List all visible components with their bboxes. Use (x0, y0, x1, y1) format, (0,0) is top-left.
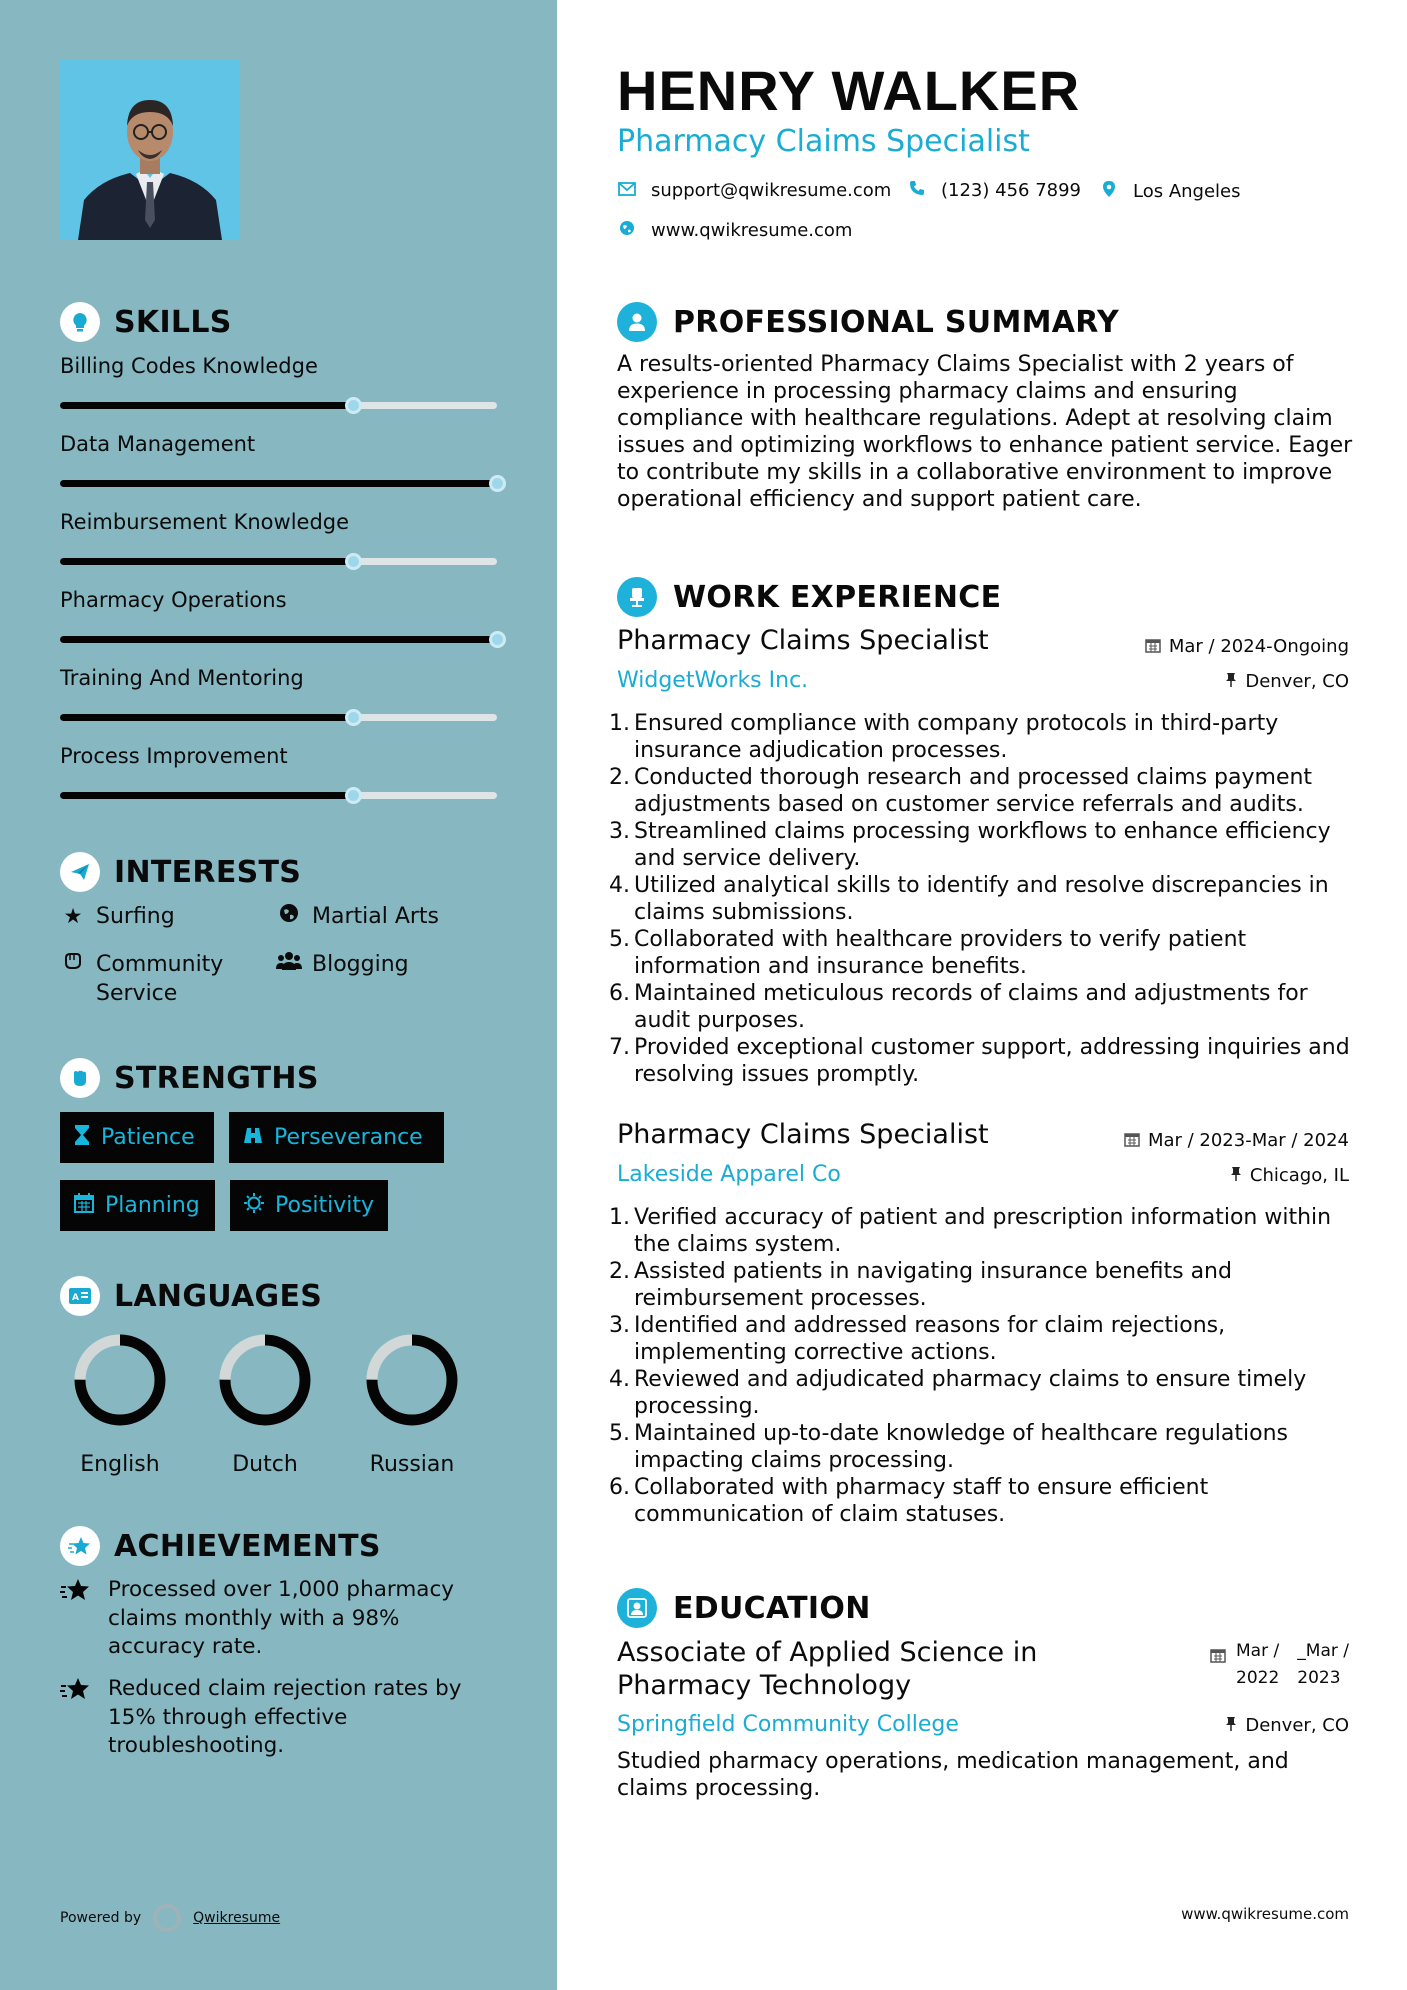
skills-heading-text: SKILLS (114, 304, 232, 340)
pin-icon (1225, 1716, 1237, 1736)
profile-photo (60, 60, 240, 240)
qwikresume-link[interactable]: Qwikresume (193, 1910, 281, 1926)
achievement-text: Reduced claim rejection rates by 15% through effective troubleshooting. (108, 1676, 462, 1758)
skill-level-knob (345, 787, 362, 804)
skill-item (60, 664, 500, 721)
svg-text:A: A (72, 1293, 79, 1303)
website-text: www.qwikresume.com (651, 220, 853, 241)
interests-heading-text: INTERESTS (114, 854, 302, 890)
job-duty-item: Maintained meticulous records of claims and adjustments for audit purposes. (634, 981, 1308, 1033)
phone-icon (907, 180, 927, 201)
candidate-title: Pharmacy Claims Specialist (617, 124, 1030, 159)
envelope-icon (617, 181, 637, 201)
strength-label: Patience (101, 1125, 195, 1150)
education-heading (617, 1588, 871, 1628)
chair-icon (617, 577, 657, 617)
language-name: English (80, 1452, 160, 1477)
hand-icon (60, 950, 86, 980)
languages-heading-text: LANGUAGES (114, 1278, 323, 1314)
skill-level-knob (345, 397, 362, 414)
interest-item-martial-arts (276, 902, 439, 932)
skill-item (60, 508, 500, 565)
job-duty-item: Reviewed and adjudicated pharmacy claims to ensure timely processing. (634, 1367, 1307, 1419)
paper-plane-icon (60, 852, 100, 892)
achievements-heading (60, 1526, 381, 1566)
interest-item-blogging (276, 950, 409, 980)
job-title: Pharmacy Claims Specialist (617, 625, 989, 656)
strength-badge-planning (60, 1180, 215, 1231)
education-heading-text: EDUCATION (673, 1590, 871, 1626)
job-date (1124, 1130, 1349, 1151)
location-text: Los Angeles (1133, 181, 1241, 202)
strength-badge-perseverance (229, 1112, 444, 1163)
skill-item (60, 352, 500, 409)
binoculars-icon (242, 1125, 264, 1150)
pin-icon (1225, 672, 1237, 692)
contact-location (1099, 180, 1241, 203)
education-date-end-month: _Mar / (1297, 1641, 1349, 1661)
education-location-text: Denver, CO (1245, 1715, 1349, 1736)
main-content (557, 0, 1407, 1990)
calendar-icon (1145, 637, 1161, 657)
education-date-start (1236, 1638, 1279, 1692)
interest-item-surfing (60, 902, 175, 931)
language-name: Dutch (232, 1452, 298, 1477)
skill-name: Reimbursement Knowledge (60, 510, 350, 534)
skill-level-bar (60, 636, 497, 643)
skill-level-fill (60, 792, 353, 799)
footer-website[interactable]: www.qwikresume.com (1181, 1905, 1349, 1923)
education-date-end-year: 2023 (1297, 1668, 1341, 1688)
job-duty-item: Provided exceptional customer support, addressing inquiries and resolving issues promptly. (634, 1035, 1350, 1087)
hourglass-icon (73, 1124, 91, 1151)
experience-heading (617, 577, 1001, 617)
language-level-ring (217, 1332, 313, 1428)
contact-email[interactable] (617, 180, 891, 201)
job-duty-item: Collaborated with pharmacy staff to ensure efficient communication of claim statuses. (634, 1475, 1209, 1527)
education-degree: Associate of Applied Science in Pharmacy Technology (617, 1637, 1038, 1701)
skill-level-bar (60, 558, 497, 565)
education-date (1210, 1638, 1349, 1692)
job-duty-item: Utilized analytical skills to identify and resolve discrepancies in claims submissions. (634, 873, 1329, 925)
achievements-heading-text: ACHIEVEMENTS (114, 1528, 381, 1564)
powered-by-text: Powered by (60, 1910, 142, 1926)
interests-heading (60, 852, 301, 892)
strengths-heading-text: STRENGTHS (114, 1060, 319, 1096)
skill-name: Pharmacy Operations (60, 588, 287, 612)
achievement-item (60, 1576, 500, 1662)
job-duties-list (609, 1204, 1369, 1528)
summary-heading-text: PROFESSIONAL SUMMARY (673, 304, 1120, 340)
language-item (352, 1332, 472, 1477)
job-title: Pharmacy Claims Specialist (617, 1119, 989, 1150)
map-marker-icon (1099, 180, 1119, 203)
strength-label: Planning (105, 1193, 200, 1218)
skill-item (60, 586, 500, 643)
skill-level-fill (60, 558, 353, 565)
education-date-start-year: 2022 (1236, 1668, 1280, 1688)
education-date-end (1297, 1638, 1349, 1692)
star-icon: ★ (63, 904, 83, 928)
calendar-icon (1124, 1131, 1140, 1151)
interest-label: Blogging (312, 952, 409, 977)
strength-label: Perseverance (274, 1125, 423, 1150)
profile-portrait-image (60, 60, 240, 240)
summary-text: A results-oriented Pharmacy Claims Specialist with 2 years of experience in processing pharmacy claims and ensuring compliance with healthcare regulations. Adept at resolving claim issues and optimizing workflows to enhance patient service. Eager to contribute my skills in a collaborative environment to improve operational efficiency and support patient care. (617, 352, 1353, 512)
language-item (60, 1332, 180, 1477)
experience-heading-text: WORK EXPERIENCE (673, 579, 1002, 615)
skill-level-fill (60, 714, 353, 721)
contact-website[interactable] (617, 220, 852, 241)
strength-badge-patience (60, 1112, 214, 1163)
job-duty-item: Maintained up-to-date knowledge of healthcare regulations impacting claims processing. (634, 1421, 1289, 1473)
interest-label: Martial Arts (312, 904, 440, 929)
education-school: Springfield Community College (617, 1712, 959, 1737)
education-date-start-month: Mar / (1236, 1641, 1280, 1661)
skill-level-fill (60, 480, 497, 487)
job-duty-item: Assisted patients in navigating insurance benefits and reimbursement processes. (634, 1259, 1232, 1311)
company-name: WidgetWorks Inc. (617, 668, 809, 693)
star-badge-icon (60, 1526, 100, 1566)
language-level-ring (364, 1332, 460, 1428)
skills-heading (60, 302, 232, 342)
language-card-icon (60, 1276, 100, 1316)
user-icon (617, 302, 657, 342)
interest-label: Community Service (96, 952, 224, 1006)
strength-badge-positivity (230, 1180, 388, 1231)
star-badge-icon (60, 1576, 92, 1662)
skill-level-bar (60, 402, 497, 409)
lightbulb-icon (60, 302, 100, 342)
skill-name: Training And Mentoring (60, 666, 304, 690)
fist-icon (60, 1058, 100, 1098)
strengths-heading (60, 1058, 319, 1098)
job-date-text: Mar / 2024-Ongoing (1168, 636, 1349, 657)
interest-item-community-service (60, 950, 260, 1008)
skill-level-bar (60, 480, 497, 487)
users-icon (276, 950, 302, 980)
skill-level-fill (60, 636, 497, 643)
skill-item (60, 430, 500, 487)
email-text: support@qwikresume.com (651, 180, 892, 201)
skill-level-knob (345, 553, 362, 570)
skill-name: Billing Codes Knowledge (60, 354, 318, 378)
skill-level-fill (60, 402, 353, 409)
powered-by (60, 1904, 280, 1932)
job-date-text: Mar / 2023-Mar / 2024 (1147, 1130, 1349, 1151)
language-item (205, 1332, 325, 1477)
job-duty-item: Verified accuracy of patient and prescription information within the claims system. (634, 1205, 1332, 1257)
education-location (1225, 1715, 1349, 1736)
job-location-text: Denver, CO (1245, 671, 1349, 692)
job-duty-item: Ensured compliance with company protocols in third-party insurance adjudication processes. (634, 711, 1279, 763)
job-duty-item: Streamlined claims processing workflows to enhance efficiency and service delivery. (634, 819, 1331, 871)
achievement-item (60, 1675, 500, 1761)
skill-level-knob (489, 631, 506, 648)
contact-phone[interactable] (907, 180, 1081, 201)
strength-label: Positivity (275, 1193, 375, 1218)
job-duty-item: Conducted thorough research and processed claims payment adjustments based on customer service referrals and audits. (634, 765, 1313, 817)
job-duty-item: Collaborated with healthcare providers to verify patient information and insurance benefits. (634, 927, 1247, 979)
calendar-icon (1210, 1638, 1226, 1692)
company-name: Lakeside Apparel Co (617, 1162, 841, 1187)
job-date (1145, 636, 1349, 657)
languages-heading (60, 1276, 322, 1316)
phone-text: (123) 456 7899 (941, 180, 1082, 201)
skill-item (60, 742, 500, 799)
job-location-text: Chicago, IL (1249, 1165, 1349, 1186)
language-name: Russian (369, 1452, 455, 1477)
skill-name: Data Management (60, 432, 256, 456)
job-duties-list (609, 710, 1369, 1088)
interest-label: Surfing (96, 904, 175, 929)
skill-level-bar (60, 714, 497, 721)
education-description: Studied pharmacy operations, medication management, and claims processing. (617, 1749, 1289, 1801)
job-location (1225, 671, 1349, 692)
language-level-ring (72, 1332, 168, 1428)
job-location (1230, 1165, 1349, 1186)
calendar-icon (73, 1192, 95, 1219)
skill-name: Process Improvement (60, 744, 288, 768)
achievement-text: Processed over 1,000 pharmacy claims monthly with a 98% accuracy rate. (108, 1577, 455, 1659)
sun-icon (243, 1192, 265, 1219)
pin-icon (1230, 1166, 1242, 1186)
qwikresume-logo-icon (153, 1904, 181, 1932)
sidebar (0, 0, 557, 1990)
globe-icon (617, 220, 637, 241)
skill-level-bar (60, 792, 497, 799)
skill-level-knob (489, 475, 506, 492)
candidate-name: HENRY WALKER (617, 59, 1081, 122)
graduate-icon (617, 1588, 657, 1628)
job-duty-item: Identified and addressed reasons for claim rejections, implementing corrective actions. (634, 1313, 1226, 1365)
globe-icon (276, 902, 302, 932)
summary-heading (617, 302, 1119, 342)
skill-level-knob (345, 709, 362, 726)
star-badge-icon (60, 1675, 92, 1761)
